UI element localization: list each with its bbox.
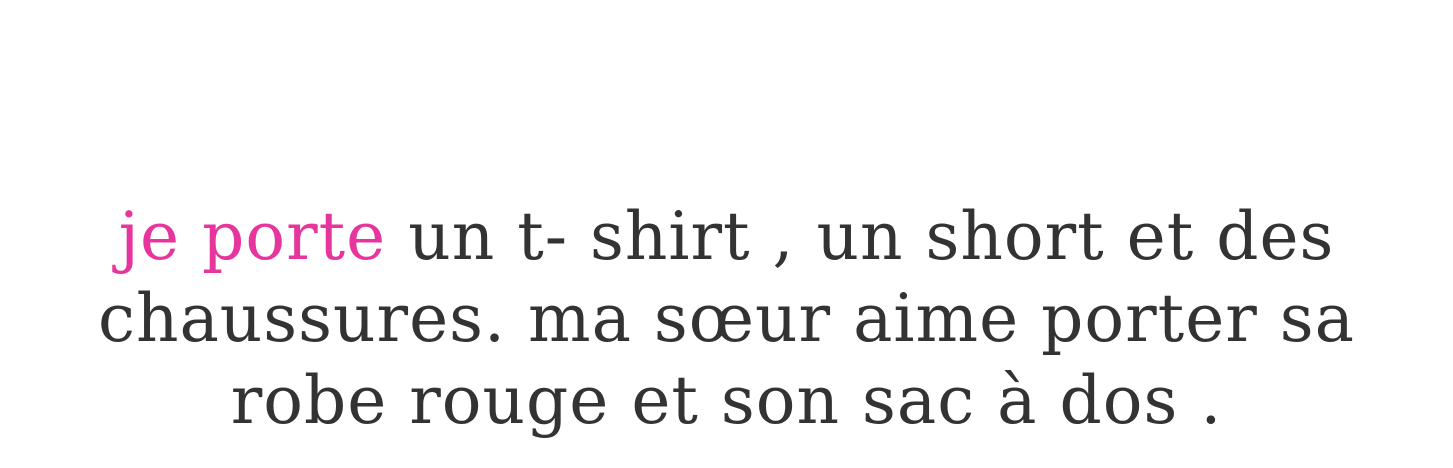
- highlighted-verb: je porte: [118, 198, 387, 275]
- line-1: [0, 196, 1453, 278]
- line-3: robe rouge et son sac à dos .: [230, 362, 1223, 439]
- french-sentence: [0, 196, 1453, 442]
- line-1-rest: un t- shirt , un short et des: [386, 198, 1335, 275]
- line-2: chaussures. ma sœur aime porter sa: [97, 280, 1356, 357]
